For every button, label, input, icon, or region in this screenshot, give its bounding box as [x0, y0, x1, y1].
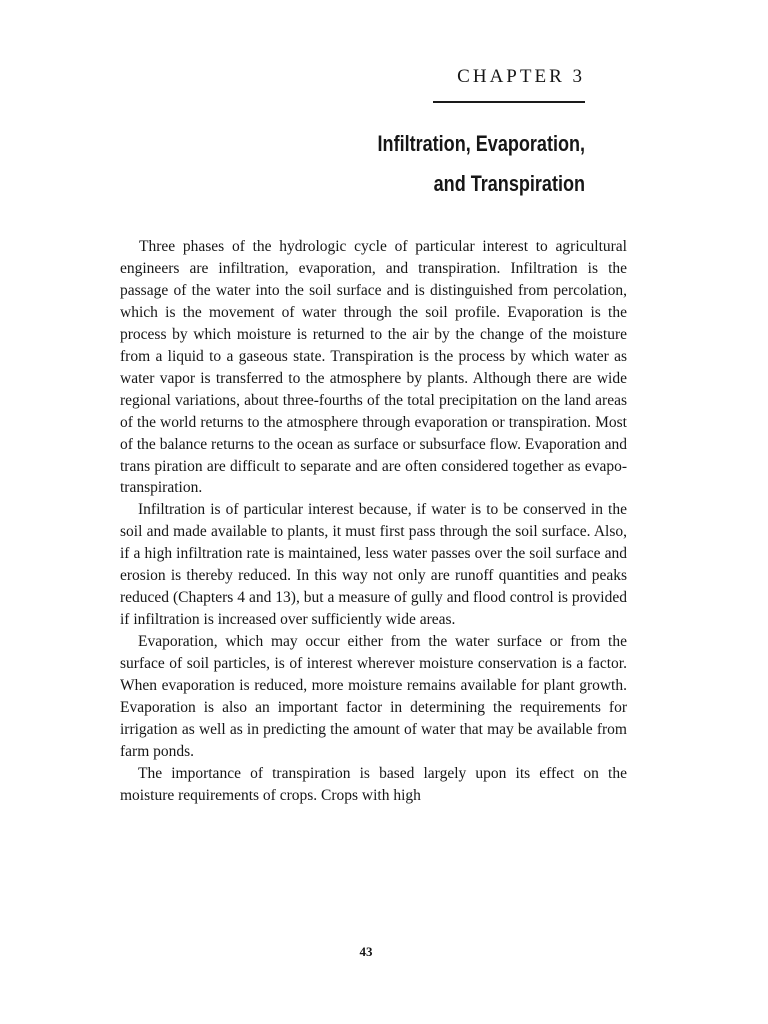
chapter-title-line-1: Infiltration, Evaporation,: [377, 131, 585, 156]
paragraph-1: Three phases of the hydrologic cycle of particular interest to agricultural engineers are infiltration, evaporation, and transpiration. Infiltration is the passage of the water into the soil surface and is distinguished from percolation, which is the movement of water through the soil profile. Evaporation is the process by which moisture is returned to the air by the change of the moisture from a liquid to a gaseous state. Transpiration is the process by which water as water vapor is transferred to the atmosphere by plants. Although there are wide regional variations, about three-fourths of the total precipitation on the land areas of the world returns to the atmosphere through evaporation or transpiration. Most of the balance returns to the ocean as surface or subsurface flow. Evaporation and trans piration are difficult to separate and are often considered together as evapo-transpiration.: [120, 238, 627, 497]
paragraph-2: Infiltration is of particular interest because, if water is to be conserved in the soil and made available to plants, it must first pass through the soil surface. Also, if a high infiltration rate is maintained, less water passes over the soil surface and erosion is thereby reduced. In this way not only are runoff quantities and peaks reduced (Chapters 4 and 13), but a measure of gully and flood control is provided if infiltration is increased over sufficiently wide areas.: [120, 501, 627, 629]
chapter-rule: [433, 101, 585, 103]
paragraph-4: The importance of transpiration is based largely upon its effect on the moisture requirements of crops. Crops with high: [120, 764, 627, 804]
chapter-title-line-2: and Transpiration: [433, 171, 585, 196]
chapter-label: CHAPTER 3: [457, 66, 585, 87]
chapter-title: [378, 124, 585, 204]
body-text: [120, 236, 627, 807]
page-number: 43: [359, 944, 373, 959]
paragraph-3: Evaporation, which may occur either from the water surface or from the surface of soil particles, is of interest wherever moisture conservation is a factor. When evaporation is reduced, more moisture remains available for plant growth. Evaporation is also an important factor in determining the requirements for irrigation as well as in predicting the amount of water that may be available from farm ponds.: [120, 633, 627, 760]
